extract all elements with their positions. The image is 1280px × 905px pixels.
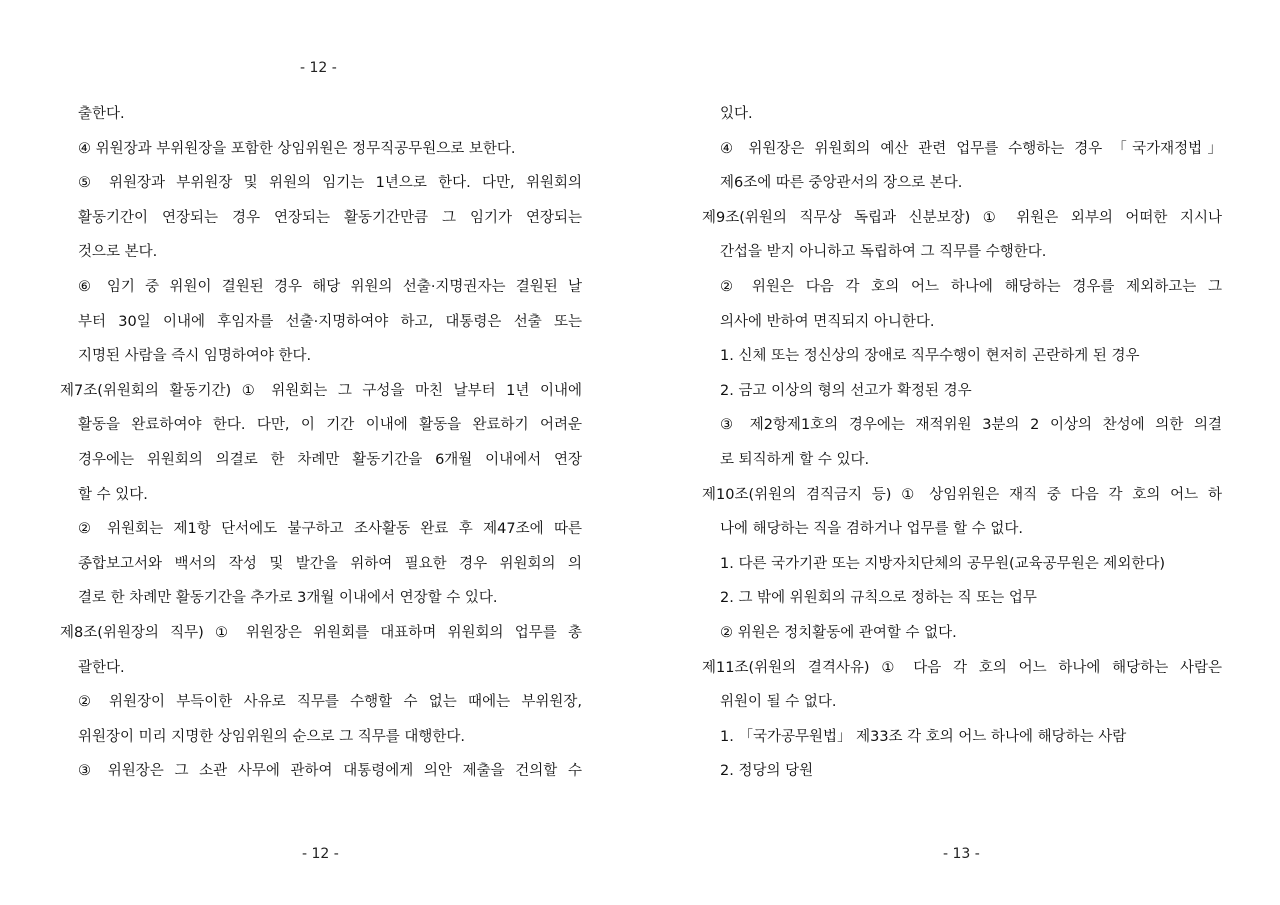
- text-line: 로 퇴직하게 할 수 있다.: [720, 451, 870, 468]
- text-line: 나에 해당하는 직을 겸하거나 업무를 할 수 없다.: [720, 521, 1024, 538]
- text-line: 출한다.: [78, 106, 125, 122]
- text-line: 제8조(위원장의 직무) ① 위원장은 위원회를 대표하며 위원회의 업무를 총: [60, 624, 582, 641]
- right-page-body: [702, 97, 1222, 789]
- text-line: 1. 다른 국가기관 또는 지방자치단체의 공무원(교육공무원은 제외한다): [720, 555, 1165, 572]
- text-line: 2. 금고 이상의 형의 선고가 확정된 경우: [720, 382, 972, 399]
- text-line: 제9조(위원의 직무상 독립과 신분보장) ① 위원은 외부의 어떠한 지시나: [702, 209, 1222, 226]
- text-line: ④ 위원장과 부위원장을 포함한 상임위원은 정무직공무원으로 보한다.: [78, 140, 516, 157]
- text-line: 괄한다.: [78, 659, 125, 676]
- text-line: 경우에는 위원회의 의결로 한 차례만 활동기간을 6개월 이내에서 연장: [78, 451, 582, 468]
- text-line: 것으로 본다.: [78, 244, 158, 261]
- left-page-body: [60, 97, 582, 789]
- text-line: 제6조에 따른 중앙관서의 장으로 본다.: [720, 175, 963, 192]
- left-page-number: - 12 -: [302, 846, 339, 862]
- text-line: 제11조(위원의 결격사유) ① 다음 각 호의 어느 하나에 해당하는 사람은: [702, 659, 1222, 676]
- text-line: ④ 위원장은 위원회의 예산 관련 업무를 수행하는 경우 「국가재정법」: [720, 140, 1222, 157]
- text-line: 제7조(위원회의 활동기간) ① 위원회는 그 구성을 마친 날부터 1년 이내에: [60, 382, 582, 399]
- text-line: 활동을 완료하여야 한다. 다만, 이 기간 이내에 활동을 완료하기 어려운: [78, 417, 582, 434]
- text-line: ⑥ 임기 중 위원이 결원된 경우 해당 위원의 선출·지명권자는 결원된 날: [78, 278, 582, 295]
- text-line: 제10조(위원의 겸직금지 등) ① 상임위원은 재직 중 다음 각 호의 어느 하: [702, 486, 1222, 503]
- text-line: 1. 신체 또는 정신상의 장애로 직무수행이 현저히 곤란하게 된 경우: [720, 348, 1140, 365]
- text-line: 종합보고서와 백서의 작성 및 발간을 위하여 필요한 경우 위원회의 의: [78, 555, 582, 572]
- text-line: 활동기간이 연장되는 경우 연장되는 활동기간만큼 그 임기가 연장되는: [78, 209, 582, 226]
- text-line: 1. 「국가공무원법」 제33조 각 호의 어느 하나에 해당하는 사람: [720, 728, 1127, 745]
- right-page-number: - 13 -: [943, 846, 980, 862]
- text-line: 의사에 반하여 면직되지 아니한다.: [720, 313, 935, 330]
- text-line: 위원장이 미리 지명한 상임위원의 순으로 그 직무를 대행한다.: [78, 728, 466, 745]
- text-line: ⑤ 위원장과 부위원장 및 위원의 임기는 1년으로 한다. 다만, 위원회의: [78, 175, 582, 192]
- text-line: 2. 정당의 당원: [720, 763, 814, 780]
- text-line: 할 수 있다.: [78, 486, 148, 503]
- text-line: 2. 그 밖에 위원회의 규칙으로 정하는 직 또는 업무: [720, 590, 1037, 607]
- text-line: 결로 한 차례만 활동기간을 추가로 3개월 이내에서 연장할 수 있다.: [78, 590, 498, 607]
- text-line: 있다.: [720, 106, 753, 122]
- page-header-number: - 12 -: [300, 60, 337, 76]
- text-line: 지명된 사람을 즉시 임명하여야 한다.: [78, 348, 312, 365]
- text-line: ② 위원은 다음 각 호의 어느 하나에 해당하는 경우를 제외하고는 그: [720, 278, 1222, 295]
- text-line: 부터 30일 이내에 후임자를 선출·지명하여야 하고, 대통령은 선출 또는: [78, 313, 582, 330]
- text-line: 위원이 될 수 없다.: [720, 694, 837, 711]
- text-line: ② 위원회는 제1항 단서에도 불구하고 조사활동 완료 후 제47조에 따른: [78, 521, 582, 538]
- text-line: ② 위원은 정치활동에 관여할 수 없다.: [720, 624, 957, 641]
- text-line: 간섭을 받지 아니하고 독립하여 그 직무를 수행한다.: [720, 244, 1047, 261]
- text-line: ③ 제2항제1호의 경우에는 재적위원 3분의 2 이상의 찬성에 의한 의결: [720, 417, 1222, 434]
- text-line: ② 위원장이 부득이한 사유로 직무를 수행할 수 없는 때에는 부위원장,: [78, 694, 582, 711]
- text-line: ③ 위원장은 그 소관 사무에 관하여 대통령에게 의안 제출을 건의할 수: [78, 763, 582, 780]
